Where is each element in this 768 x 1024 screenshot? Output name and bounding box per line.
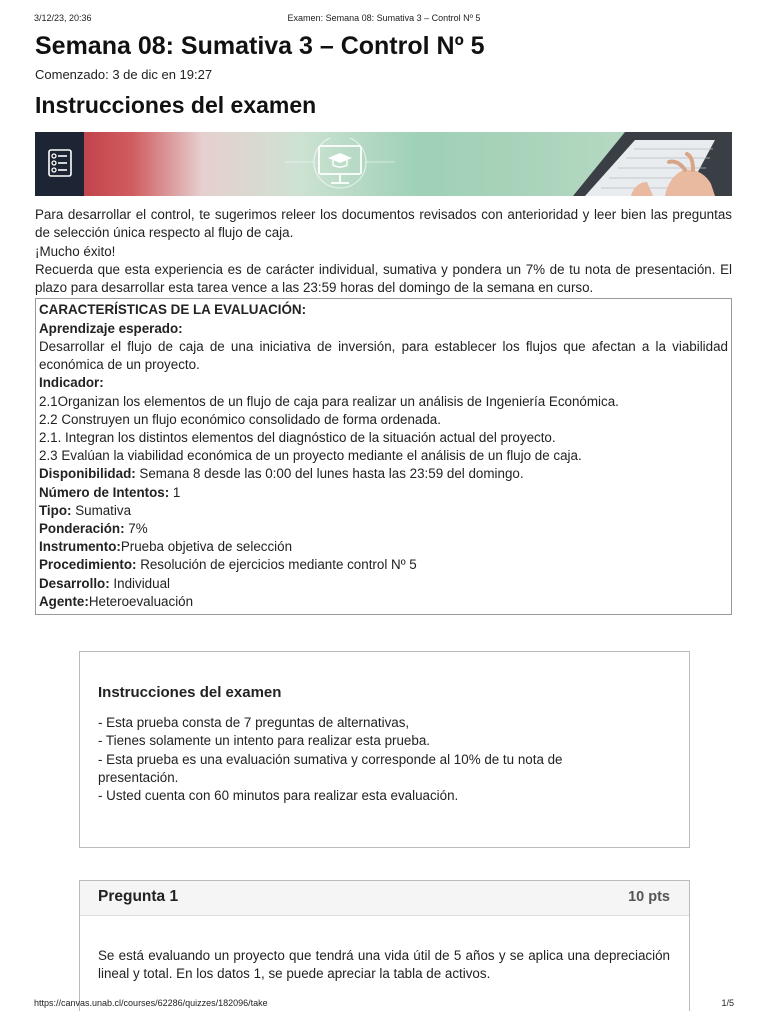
type-value: Sumativa xyxy=(71,502,132,518)
procedure-value: Resolución de ejercicios mediante control Nº 5 xyxy=(136,557,417,573)
print-url: https://canvas.unab.cl/courses/62286/quizzes/182096/take xyxy=(34,998,268,1008)
exam-instructions-title: Instrucciones del examen xyxy=(98,684,282,701)
question-points: 10 pts xyxy=(628,889,670,905)
agent-row xyxy=(39,593,728,611)
procedure-label: Procedimiento: xyxy=(39,557,137,573)
indicator-item: 2.3 Evalúan la viabilidad económica de un proyecto mediante el análisis de un flujo de caja. xyxy=(39,448,582,464)
print-date: 3/12/23, 20:36 xyxy=(34,13,92,23)
indicator-item: 2.1. Integran los distintos elementos del diagnóstico de la situación actual del proyecto. xyxy=(39,429,556,445)
intro-text xyxy=(35,206,732,297)
development-value: Individual xyxy=(109,575,171,591)
instrument-value: Prueba objetiva de selección xyxy=(120,539,293,555)
weight-value: 7% xyxy=(124,520,148,536)
intro-paragraph: Para desarrollar el control, te sugerimos releer los documentos revisados con anterioridad y leer bien las preguntas de selección única respecto al flujo de caja. xyxy=(35,207,732,241)
print-footer xyxy=(34,998,734,1010)
quiz-title: Semana 08: Sumativa 3 – Control Nº 5 xyxy=(35,32,485,60)
development-label: Desarrollo: xyxy=(39,575,110,591)
type-row xyxy=(39,502,728,520)
indicator-item: 2.1Organizan los elementos de un flujo de caja para realizar un análisis de Ingeniería Económica. xyxy=(39,393,619,409)
attempts-value: 1 xyxy=(169,484,181,500)
exam-instructions-heading: Instrucciones del examen xyxy=(35,92,317,118)
instrument-row xyxy=(39,538,728,556)
weight-label: Ponderación: xyxy=(39,520,125,536)
question-header xyxy=(80,881,689,916)
instruction-line: - Esta prueba es una evaluación sumativa y corresponde al 10% de tu nota de presentación. xyxy=(98,751,563,785)
learning-text: Desarrollar el flujo de caja de una iniciativa de inversión, para establecer los flujos que afectan a la viabilidad económica de un proyecto. xyxy=(39,338,728,373)
type-label: Tipo: xyxy=(39,502,72,518)
agent-value: Heteroevaluación xyxy=(88,593,194,609)
question-card-1 xyxy=(79,880,690,1011)
banner-icon-box xyxy=(35,132,84,196)
started-timestamp: Comenzado: 3 de dic en 19:27 xyxy=(35,67,213,82)
print-page-title: Examen: Semana 08: Sumativa 3 – Control Nº 5 xyxy=(287,13,481,23)
intro-good-luck: ¡Mucho éxito! xyxy=(35,243,116,259)
evaluation-characteristics-table xyxy=(35,298,732,614)
print-header xyxy=(34,13,734,27)
instruction-line: - Usted cuenta con 60 minutos para realizar esta evaluación. xyxy=(98,788,459,804)
intro-paragraph: Recuerda que esta experiencia es de carácter individual, sumativa y pondera un 7% de tu nota de presentación. El plazo para desarrollar esta tarea vence a las 23:59 horas del domingo de la semana en curso. xyxy=(35,261,732,296)
evaluation-heading: CARACTERÍSTICAS DE LA EVALUACIÓN: xyxy=(39,302,307,318)
availability-value: Semana 8 desde las 0:00 del lunes hasta las 23:59 del domingo. xyxy=(135,466,524,482)
question-title: Pregunta 1 xyxy=(98,888,179,905)
question-text: Se está evaluando un proyecto que tendrá una vida útil de 5 años y se aplica una depreciación lineal y total. En los datos 1, se puede apreciar la tabla de activos. xyxy=(98,948,670,982)
checklist-icon xyxy=(48,149,72,177)
learning-label: Aprendizaje esperado: xyxy=(39,320,183,336)
instruction-line: - Tienes solamente un intento para realizar esta prueba. xyxy=(98,733,430,749)
attempts-label: Número de Intentos: xyxy=(39,484,170,500)
attempts-row xyxy=(39,484,728,502)
graduation-monitor-icon xyxy=(285,138,395,192)
indicator-label: Indicador: xyxy=(39,375,104,391)
availability-row xyxy=(39,465,728,483)
exam-instructions-list xyxy=(98,714,634,805)
main-content xyxy=(35,28,732,615)
instruction-line: - Esta prueba consta de 7 preguntas de alternativas, xyxy=(98,715,410,730)
indicator-item: 2.2 Construyen un flujo económico consolidado de forma ordenada. xyxy=(39,411,441,427)
weight-row xyxy=(39,520,728,538)
exam-instructions-card xyxy=(79,651,690,848)
availability-label: Disponibilidad: xyxy=(39,466,136,482)
development-row xyxy=(39,575,728,593)
print-page-number: 1/5 xyxy=(721,998,734,1008)
course-banner xyxy=(35,132,732,196)
laptop-hands-icon xyxy=(535,132,732,196)
agent-label: Agente: xyxy=(39,593,89,609)
instrument-label: Instrumento: xyxy=(39,539,121,555)
procedure-row xyxy=(39,556,728,574)
